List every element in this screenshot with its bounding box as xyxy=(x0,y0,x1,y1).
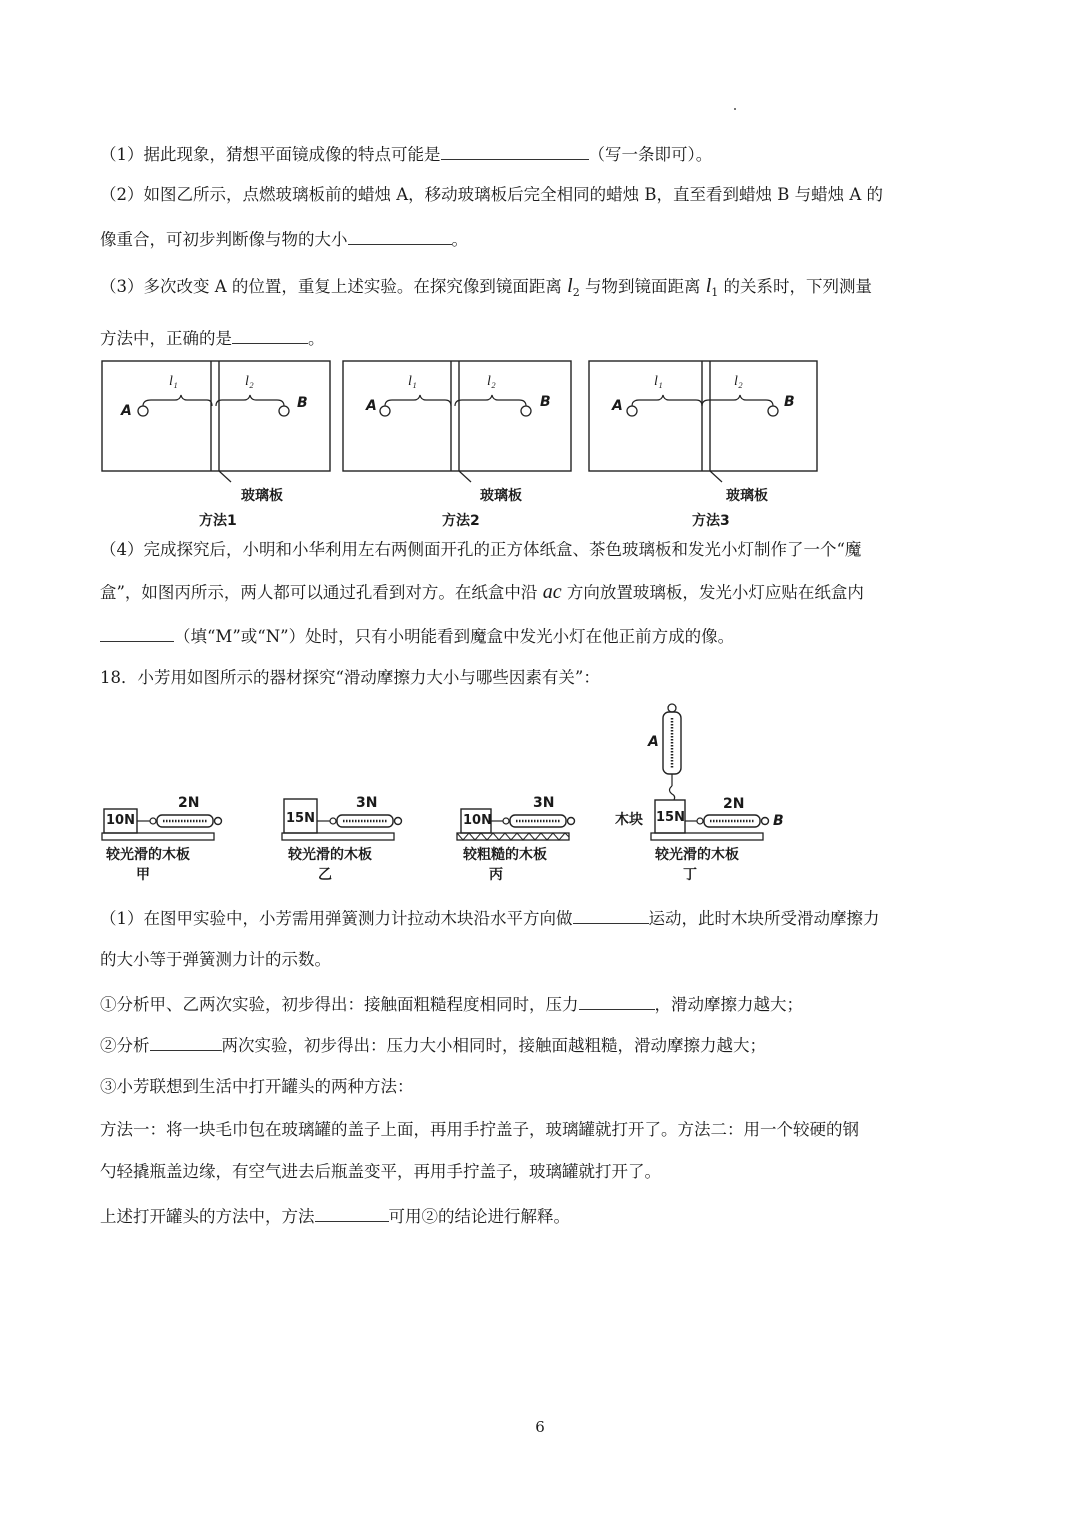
candle-b-label: B xyxy=(540,394,551,410)
candle-a-label: A xyxy=(366,398,377,414)
conclusion-2-text: ②分析 xyxy=(100,1036,150,1055)
last-line-text: 上述打开罐头的方法中，方法 xyxy=(100,1207,315,1226)
distance-l1-label: l₁ xyxy=(408,374,417,389)
q17-part2-line1: （2）如图乙所示，点燃玻璃板前的蜡烛 A，移动玻璃板后完全相同的蜡烛 B，直至看到蜡烛 B 与蜡烛 A 的 xyxy=(100,185,884,204)
method-figure-3 xyxy=(588,358,820,530)
q17-part4-text-b: 方向放置玻璃板，发光小灯应贴在纸盒内 xyxy=(561,583,864,602)
setup-jia xyxy=(100,795,230,885)
setup-diagram xyxy=(280,795,410,885)
board-label: 较光滑的木板 xyxy=(288,847,372,863)
setup-label: 丙 xyxy=(489,867,503,883)
q17-part3-text-b: 与物到镜面距离 xyxy=(579,277,706,296)
answer-blank[interactable] xyxy=(315,1205,389,1222)
setup-label: 乙 xyxy=(318,867,332,883)
q17-part3-line2 xyxy=(100,327,325,349)
spring-force-label: 2N xyxy=(178,795,200,811)
candle-b-label: B xyxy=(297,395,308,411)
setup-diagram xyxy=(100,795,230,885)
distance-l1-label: l₁ xyxy=(169,374,178,389)
var-ac: ac xyxy=(542,581,562,603)
conclusion-1-tail: ，滑动摩擦力越大； xyxy=(654,995,803,1014)
block-weight-label: 15N xyxy=(286,811,315,826)
block-weight-label: 10N xyxy=(106,813,135,828)
candle-a-label: A xyxy=(121,403,132,419)
q18-part1-tail: 运动，此时木块所受滑动摩擦力 xyxy=(648,909,880,928)
q17-part3-line1 xyxy=(100,276,872,303)
q17-part1 xyxy=(100,143,712,165)
meter-a-label: A xyxy=(648,734,659,750)
setup-ding xyxy=(615,700,795,885)
q18-part1-line1 xyxy=(100,907,880,929)
method-diagram xyxy=(101,358,333,530)
candle-b-label: B xyxy=(784,394,795,410)
scan-speck xyxy=(734,108,736,110)
board-label: 较光滑的木板 xyxy=(106,847,190,863)
method-diagram xyxy=(342,358,574,530)
conclusion-2-tail: 两次实验，初步得出：压力大小相同时，接触面越粗糙，滑动摩擦力越大； xyxy=(221,1036,766,1055)
setup-label: 丁 xyxy=(683,867,697,883)
q17-part3-text-c: 的关系时，下列测量 xyxy=(718,277,873,296)
q18-methods-line1: 方法一：将一块毛巾包在玻璃罐的盖子上面，再用手拧盖子，玻璃罐就打开了。方法二：用一个较硬的钢 xyxy=(100,1120,859,1139)
glass-plate-label: 玻璃板 xyxy=(241,488,283,504)
glass-plate-label: 玻璃板 xyxy=(726,488,768,504)
distance-l2-label: l₂ xyxy=(487,374,496,389)
var-l: l xyxy=(705,275,712,297)
setup-bing xyxy=(455,795,585,885)
setup-diagram xyxy=(455,795,585,885)
board-label: 较光滑的木板 xyxy=(655,847,739,863)
spring-force-label: 3N xyxy=(533,795,555,811)
q18-part1-text: （1）在图甲实验中，小芳需用弹簧测力计拉动木块沿水平方向做 xyxy=(100,909,573,928)
answer-blank[interactable] xyxy=(348,228,452,245)
q17-part4-text: （填“M”或“N”）处时，只有小明能看到魔盒中发光小灯在他正前方成的像。 xyxy=(174,627,735,646)
answer-blank[interactable] xyxy=(579,993,655,1010)
subscript-1: 1 xyxy=(711,286,719,299)
q18-part1-line2: 的大小等于弹簧测力计的示数。 xyxy=(100,950,331,969)
q17-part4-line2 xyxy=(100,582,864,603)
q17-part2-text: 像重合，可初步判断像与物的大小 xyxy=(100,230,348,249)
answer-blank[interactable] xyxy=(573,907,649,924)
q17-part4-line3 xyxy=(100,625,734,647)
distance-l2-label: l₂ xyxy=(245,374,254,389)
setup-label: 甲 xyxy=(136,867,150,883)
q18-last-line xyxy=(100,1205,570,1227)
block-weight-label: 10N xyxy=(463,813,492,828)
q17-part3-text-a: （3）多次改变 A 的位置，重复上述实验。在探究像到镜面距离 xyxy=(100,277,568,296)
board-label: 较粗糙的木板 xyxy=(463,847,547,863)
method-label: 方法1 xyxy=(199,513,237,529)
method-label: 方法3 xyxy=(692,513,730,529)
q17-part2-line2 xyxy=(100,228,468,250)
q17-part3-text: 方法中，正确的是 xyxy=(100,329,232,348)
candle-a-label: A xyxy=(612,398,623,414)
answer-blank[interactable] xyxy=(100,625,174,642)
block-name-label: 木块 xyxy=(615,812,643,828)
setup-yi xyxy=(280,795,410,885)
end-b-label: B xyxy=(773,813,784,829)
q18-methods-line2: 勺轻撬瓶盖边缘，有空气进去后瓶盖变平，再用手拧盖子，玻璃罐就打开了。 xyxy=(100,1162,661,1181)
method-label: 方法2 xyxy=(442,513,480,529)
var-l: l xyxy=(567,275,573,297)
q17-part1-text: （1）据此现象，猜想平面镜成像的特点可能是 xyxy=(100,145,441,164)
method-figure-2 xyxy=(342,358,574,530)
q17-part3-tail: 。 xyxy=(308,329,325,348)
q17-part4-line1: （4）完成探究后，小明和小华利用左右两侧面开孔的正方体纸盒、茶色玻璃板和发光小灯制作了一个“魔 xyxy=(100,540,862,559)
subscript-2: 2 xyxy=(572,286,580,299)
q18-conclusion-1 xyxy=(100,993,803,1015)
method-diagram xyxy=(588,358,820,530)
q17-part4-text-a: 盒”，如图丙所示，两人都可以通过孔看到对方。在纸盒中沿 xyxy=(100,583,543,602)
answer-blank[interactable] xyxy=(441,143,589,160)
glass-plate-label: 玻璃板 xyxy=(480,488,522,504)
answer-blank[interactable] xyxy=(232,327,308,344)
distance-l1-label: l₁ xyxy=(654,374,663,389)
answer-blank[interactable] xyxy=(150,1034,222,1051)
distance-l2-label: l₂ xyxy=(734,374,743,389)
q18-conclusion-2 xyxy=(100,1034,766,1056)
q18-conclusion-3: ③小芳联想到生活中打开罐头的两种方法： xyxy=(100,1077,414,1096)
method-figure-1 xyxy=(101,358,333,530)
spring-force-label: 3N xyxy=(356,795,378,811)
last-line-tail: 可用②的结论进行解释。 xyxy=(388,1207,570,1226)
block-weight-label: 15N xyxy=(656,810,685,825)
spring-force-label: 2N xyxy=(723,796,745,812)
q18-title: 18．小芳用如图所示的器材探究“滑动摩擦力大小与哪些因素有关”： xyxy=(100,668,600,687)
conclusion-1-text: ①分析甲、乙两次实验，初步得出：接触面粗糙程度相同时，压力 xyxy=(100,995,579,1014)
q17-part2-tail: 。 xyxy=(451,230,468,249)
q17-part1-tail: （写一条即可）。 xyxy=(588,145,713,164)
page-number: 6 xyxy=(535,1418,545,1436)
